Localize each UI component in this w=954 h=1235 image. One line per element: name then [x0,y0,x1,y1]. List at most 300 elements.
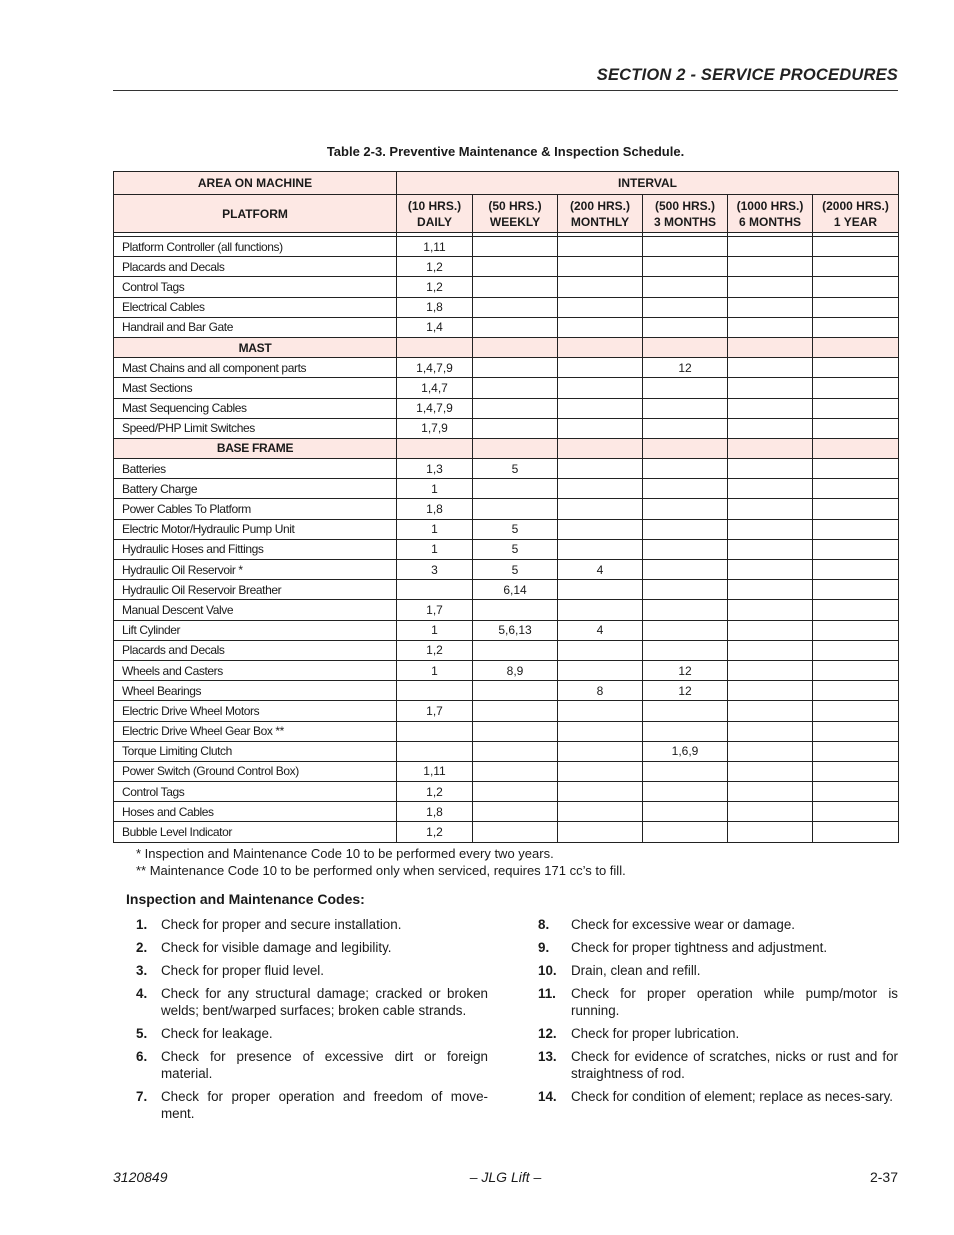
interval-cell: 5,6,13 [473,620,558,640]
interval-cell: 8 [558,681,643,701]
interval-cell [643,398,728,418]
interval-cell [558,802,643,822]
table-cell [397,438,473,458]
interval-cell [473,358,558,378]
table-cell [728,337,813,357]
interval-cell [813,782,899,802]
interval-cell: 1,4,7 [397,378,473,398]
area-cell: Hydraulic Oil Reservoir Breather [114,580,397,600]
code-text: Check for evidence of scratches, nicks or rust and for straightness of rod. [571,1049,898,1081]
interval-cell: 1,4,7,9 [397,398,473,418]
code-number: 12. [538,1026,557,1041]
area-cell: Electric Motor/Hydraulic Pump Unit [114,519,397,539]
interval-cell [473,418,558,438]
code-text: Check for presence of excessive dirt or foreign material. [161,1049,488,1081]
interval-cell [813,681,899,701]
interval-cell [728,560,813,580]
interval-cell [558,398,643,418]
code-text: Check for proper and secure installation. [161,917,402,932]
interval-cell: 1,6,9 [643,741,728,761]
interval-col-header: (2000 HRS.) 1 YEAR [813,195,899,233]
interval-cell [728,519,813,539]
interval-cell [728,257,813,277]
interval-cell: 1,8 [397,297,473,317]
interval-cell [728,802,813,822]
table-row [114,681,899,701]
code-number: 7. [136,1089,148,1104]
interval-cell [813,237,899,257]
interval-cell [813,761,899,781]
interval-cell: 1,8 [397,499,473,519]
code-text: Check for condition of element; replace as neces-sary. [571,1089,894,1104]
interval-cell [813,802,899,822]
codes-right-column [538,916,898,1111]
table-row [114,620,899,640]
table-row [114,257,899,277]
interval-cell [558,358,643,378]
interval-cell [728,358,813,378]
table-row [114,721,899,741]
interval-cell [728,539,813,559]
interval-cell [473,600,558,620]
interval-cell [643,822,728,842]
interval-cell [558,418,643,438]
interval-cell: 6,14 [473,580,558,600]
section-group-row [114,438,899,458]
interval-cell [473,701,558,721]
table-cell [473,438,558,458]
interval-cell [558,499,643,519]
interval-cell [473,297,558,317]
interval-cell [643,519,728,539]
code-number: 14. [538,1089,557,1104]
area-cell: Control Tags [114,782,397,802]
interval-cell: 1,3 [397,459,473,479]
maintenance-schedule-table [113,171,899,843]
interval-cell [558,600,643,620]
interval-cell: 1,7 [397,701,473,721]
code-number: 2. [136,940,148,955]
area-cell: Hoses and Cables [114,802,397,822]
table-row [114,499,899,519]
table-cell [813,337,899,357]
doc-number: 3120849 [113,1169,168,1185]
interval-cell [558,277,643,297]
code-item [136,1088,488,1122]
interval-cell [473,378,558,398]
interval-cell [643,620,728,640]
interval-cell [728,499,813,519]
area-cell: Batteries [114,459,397,479]
interval-cell: 4 [558,560,643,580]
interval-cell [558,297,643,317]
interval-cell [813,257,899,277]
table-cell [473,337,558,357]
interval-cell: 1 [397,539,473,559]
area-header: AREA ON MACHINE [114,172,397,195]
interval-cell [728,701,813,721]
interval-col-header: (200 HRS.) MONTHLY [558,195,643,233]
code-text: Check for leakage. [161,1026,273,1041]
table-row [114,358,899,378]
table-row [114,660,899,680]
table-row [114,519,899,539]
interval-col-header: (10 HRS.) DAILY [397,195,473,233]
interval-cell [473,479,558,499]
interval-cell [813,721,899,741]
area-cell: Hydraulic Hoses and Fittings [114,539,397,559]
interval-header: INTERVAL [397,172,899,195]
table-row [114,459,899,479]
table-row [114,782,899,802]
interval-cell [643,479,728,499]
interval-cell [813,459,899,479]
interval-cell [643,378,728,398]
interval-cell [558,539,643,559]
interval-cell [643,459,728,479]
interval-cell [643,560,728,580]
code-number: 1. [136,917,148,932]
interval-cell [728,479,813,499]
interval-cell [558,317,643,337]
interval-cell [558,782,643,802]
interval-cell [813,580,899,600]
code-text: Check for excessive wear or damage. [571,917,796,932]
area-cell: Placards and Decals [114,640,397,660]
interval-cell [643,600,728,620]
code-item [538,962,898,979]
area-cell: Control Tags [114,277,397,297]
interval-cell: 1,2 [397,822,473,842]
section-title: SECTION 2 - SERVICE PROCEDURES [596,66,898,84]
area-cell: Power Switch (Ground Control Box) [114,761,397,781]
interval-cell [728,822,813,842]
interval-cell [558,580,643,600]
code-number: 9. [538,940,550,955]
code-number: 6. [136,1049,148,1064]
code-number: 11. [538,986,556,1001]
code-item [136,985,488,1019]
interval-cell [813,600,899,620]
area-cell: Power Cables To Platform [114,499,397,519]
interval-cell [813,701,899,721]
interval-cell: 1 [397,620,473,640]
interval-cell: 5 [473,519,558,539]
interval-cell [728,277,813,297]
table-row [114,317,899,337]
table-row [114,761,899,781]
interval-cell [813,640,899,660]
interval-cell: 1,11 [397,237,473,257]
page-number: 2-37 [869,1169,898,1185]
interval-cell [728,418,813,438]
interval-cell [473,499,558,519]
code-item [136,1048,488,1082]
interval-cell [643,297,728,317]
interval-cell [643,317,728,337]
interval-cell [643,418,728,438]
interval-cell: 1,8 [397,802,473,822]
interval-cell: 5 [473,560,558,580]
table-row [114,539,899,559]
code-text: Check for proper tightness and adjustment. [571,940,828,955]
interval-cell [558,721,643,741]
interval-cell [473,822,558,842]
interval-cell [643,701,728,721]
interval-cell [728,721,813,741]
interval-cell [728,761,813,781]
interval-cell [813,539,899,559]
table-cell [728,438,813,458]
interval-cell: 1 [397,479,473,499]
platform-header: PLATFORM [114,195,397,233]
interval-cell [473,640,558,660]
interval-cell [473,277,558,297]
interval-cell [643,782,728,802]
area-cell: Electrical Cables [114,297,397,317]
area-cell: Mast Sections [114,378,397,398]
interval-cell [473,398,558,418]
interval-cell [813,560,899,580]
interval-cell [813,499,899,519]
area-cell: Wheel Bearings [114,681,397,701]
code-text: Check for proper lubrication. [571,1026,740,1041]
area-cell: Platform Controller (all functions) [114,237,397,257]
interval-cell: 1,7,9 [397,418,473,438]
interval-cell [728,600,813,620]
table-row [114,580,899,600]
interval-cell [473,681,558,701]
interval-cell: 12 [643,681,728,701]
area-cell: Bubble Level Indicator [114,822,397,842]
table-row [114,479,899,499]
interval-cell [643,257,728,277]
interval-cell: 1 [397,519,473,539]
table-row [114,741,899,761]
table-row [114,378,899,398]
interval-cell [558,822,643,842]
code-number: 3. [136,963,148,978]
interval-cell: 1,2 [397,782,473,802]
area-cell: Battery Charge [114,479,397,499]
interval-cell: 1,11 [397,761,473,781]
interval-cell [643,802,728,822]
section-group-label: BASE FRAME [114,438,397,458]
interval-cell [728,782,813,802]
interval-cell: 5 [473,459,558,479]
interval-cell [813,741,899,761]
interval-cell [728,378,813,398]
code-item [538,1048,898,1082]
area-cell: Mast Chains and all component parts [114,358,397,378]
interval-cell: 1,7 [397,600,473,620]
interval-cell [813,358,899,378]
interval-cell: 1,2 [397,257,473,277]
table-row [114,701,899,721]
interval-cell [397,681,473,701]
code-item [538,985,898,1019]
interval-cell [473,317,558,337]
table-row [114,398,899,418]
interval-cell [728,297,813,317]
interval-cell [728,237,813,257]
code-text: Check for proper operation while pump/motor is running. [571,986,898,1018]
table-row [114,237,899,257]
table-cell [643,438,728,458]
table-row [114,600,899,620]
table-cell [643,337,728,357]
code-item [538,916,898,933]
area-cell: Speed/PHP Limit Switches [114,418,397,438]
code-number: 4. [136,986,148,1001]
area-cell: Electric Drive Wheel Gear Box ** [114,721,397,741]
area-cell: Torque Limiting Clutch [114,741,397,761]
interval-cell: 1,4,7,9 [397,358,473,378]
interval-cell [813,378,899,398]
interval-cell [728,660,813,680]
interval-cell [558,459,643,479]
interval-cell: 5 [473,539,558,559]
code-text: Check for any structural damage; cracked or broken welds; bent/warped surfaces; broken cable strands. [161,986,488,1018]
interval-cell [473,761,558,781]
table-row [114,418,899,438]
schedule-body [114,237,899,843]
table-row [114,297,899,317]
interval-cell [813,317,899,337]
interval-col-header: (1000 HRS.) 6 MONTHS [728,195,813,233]
interval-cell: 1,4 [397,317,473,337]
interval-cell [813,519,899,539]
table-row [114,560,899,580]
code-number: 8. [538,917,550,932]
interval-cell [813,620,899,640]
interval-cell [643,539,728,559]
interval-cell [558,741,643,761]
code-item [538,1088,898,1105]
interval-cell: 1 [397,660,473,680]
interval-cell: 8,9 [473,660,558,680]
code-item [136,962,488,979]
interval-cell [813,822,899,842]
code-item [136,916,488,933]
interval-cell [643,761,728,781]
interval-cell [558,640,643,660]
code-number: 10. [538,963,557,978]
area-cell: Placards and Decals [114,257,397,277]
interval-cell [397,580,473,600]
code-number: 5. [136,1026,148,1041]
interval-cell [728,640,813,660]
code-text: Check for proper fluid level. [161,963,324,978]
code-item [538,1025,898,1042]
table-cell [558,337,643,357]
interval-cell [813,398,899,418]
interval-cell [473,721,558,741]
interval-cell [728,398,813,418]
interval-cell [397,741,473,761]
interval-cell [728,620,813,640]
interval-cell [728,681,813,701]
interval-cell [558,479,643,499]
code-number: 13. [538,1049,557,1064]
interval-cell: 12 [643,660,728,680]
interval-cell [558,237,643,257]
interval-cell [643,580,728,600]
code-item [136,1025,488,1042]
interval-cell [813,660,899,680]
interval-cell: 1,2 [397,277,473,297]
page-header [113,64,898,91]
interval-cell [473,257,558,277]
interval-cell [813,297,899,317]
table-row [114,640,899,660]
interval-cell [813,479,899,499]
interval-cell [558,519,643,539]
interval-col-header: (500 HRS.) 3 MONTHS [643,195,728,233]
interval-cell [397,721,473,741]
interval-col-header: (50 HRS.) WEEKLY [473,195,558,233]
table-row [114,802,899,822]
interval-cell [473,782,558,802]
interval-cell [728,741,813,761]
area-cell: Mast Sequencing Cables [114,398,397,418]
interval-cell [558,257,643,277]
area-cell: Manual Descent Valve [114,600,397,620]
interval-cell: 12 [643,358,728,378]
table-notes [136,845,626,879]
interval-cell [728,459,813,479]
footer-center-text: – JLG Lift – [469,1169,542,1185]
table-cell [813,438,899,458]
note-line: * Inspection and Maintenance Code 10 to be performed every two years. [136,846,554,861]
code-item [538,939,898,956]
table-caption: Table 2-3. Preventive Maintenance & Inspection Schedule. [326,144,685,159]
note-line: ** Maintenance Code 10 to be performed only when serviced, requires 171 cc’s to fill. [136,863,626,878]
interval-cell [558,660,643,680]
codes-title: Inspection and Maintenance Codes: [126,891,365,907]
interval-cell: 1,2 [397,640,473,660]
interval-cell [643,237,728,257]
area-cell: Handrail and Bar Gate [114,317,397,337]
code-text: Check for proper operation and freedom of move-ment. [161,1089,488,1121]
code-text: Check for visible damage and legibility. [161,940,392,955]
interval-cell [813,277,899,297]
codes-left-column [136,916,488,1128]
interval-cell [643,640,728,660]
interval-cell [813,418,899,438]
interval-cell [473,741,558,761]
area-cell: Lift Cylinder [114,620,397,640]
interval-cell [643,721,728,741]
table-row [114,822,899,842]
table-row [114,277,899,297]
interval-cell [643,277,728,297]
interval-cell [473,237,558,257]
table-cell [558,438,643,458]
interval-cell: 3 [397,560,473,580]
interval-cell [473,802,558,822]
interval-cell [643,499,728,519]
interval-cell [558,701,643,721]
table-cell [397,337,473,357]
interval-cell [728,580,813,600]
code-text: Drain, clean and refill. [571,963,701,978]
area-cell: Wheels and Casters [114,660,397,680]
interval-cell [558,761,643,781]
section-group-label: MAST [114,337,397,357]
interval-cell: 4 [558,620,643,640]
interval-cell [558,378,643,398]
